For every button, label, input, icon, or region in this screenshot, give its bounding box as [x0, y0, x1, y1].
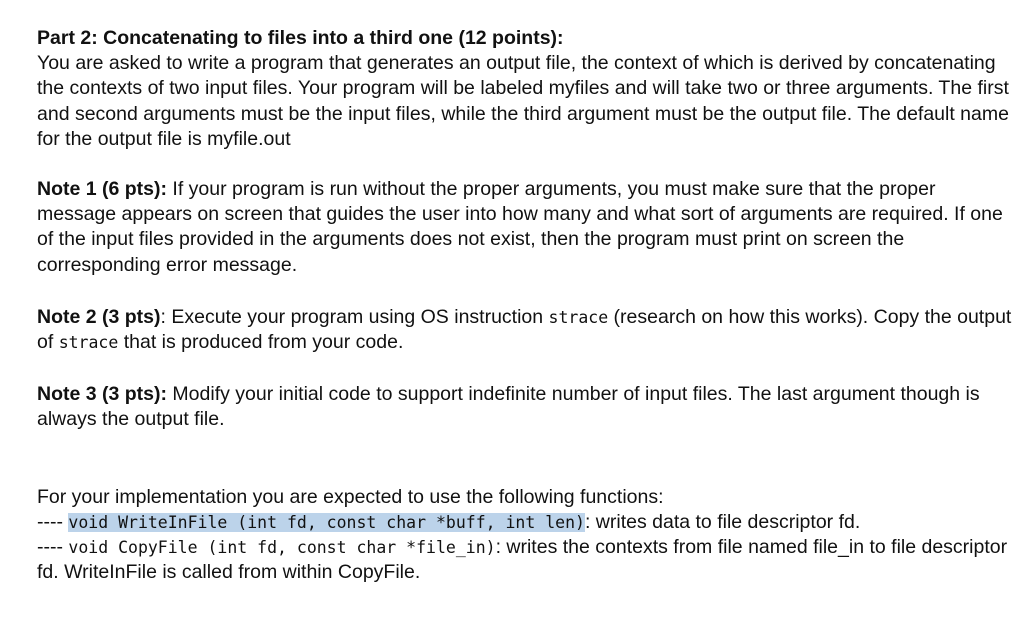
- spacer: [37, 278, 1012, 305]
- note3-section: [37, 382, 1012, 432]
- spacer: [37, 433, 1012, 485]
- implementation-intro: For your implementation you are expected to use the following functions:: [37, 485, 664, 508]
- part2-title: Part 2: Concatenating to files into a third one (12 points):: [37, 27, 564, 49]
- writeinfile-signature[interactable]: void WriteInFile (int fd, const char *buff, int len): [68, 512, 585, 532]
- note2-section: [37, 305, 1012, 355]
- note3-label: Note 3 (3 pts):: [37, 383, 168, 406]
- spacer: [37, 152, 1012, 177]
- part2-section: [37, 26, 1012, 152]
- note3-text: Modify your initial code to support indefinite number of input files. The last argument though is always the output file.: [37, 383, 980, 431]
- note1-section: [37, 177, 1012, 278]
- implementation-section: [37, 485, 1012, 586]
- spacer: [37, 355, 1012, 382]
- note2-text-c: that is produced from your code.: [118, 331, 404, 354]
- part2-body: You are asked to write a program that generates an output file, the context of which is derived by concatenating the contexts of two input files. Your program will be labeled myfiles and will take two or three arguments. The first and second arguments must be the input files, while the third argument must be the output file. The default name for the output file is myfile.out: [37, 52, 1009, 150]
- document-page: [37, 26, 1012, 585]
- note2-text-a: : Execute your program using OS instruction: [160, 305, 549, 328]
- strace-code: strace: [58, 333, 119, 353]
- function2-description: : writes the contexts from file named file_in to file descriptor fd. WriteInFile is called from within CopyFile.: [37, 536, 1008, 584]
- function1-description: : writes data to file descriptor fd.: [584, 510, 861, 533]
- note1-label: Note 1 (6 pts):: [37, 178, 168, 201]
- note2-text-b: (research on how this works). Copy the output of: [37, 305, 1012, 354]
- note2-label: Note 2 (3 pts): [37, 305, 161, 328]
- function2-dash: ----: [37, 536, 69, 559]
- function1-dash: ----: [37, 510, 69, 533]
- note1-text: If your program is run without the proper arguments, you must make sure that the proper message appears on screen that guides the user into how many and what sort of arguments are required. If one of the input files provided in the arguments does not exist, then the program must print on screen the corresponding error message.: [37, 178, 1003, 276]
- copyfile-signature: void CopyFile (int fd, const char *file_in): [68, 538, 496, 558]
- strace-code: strace: [548, 307, 609, 327]
